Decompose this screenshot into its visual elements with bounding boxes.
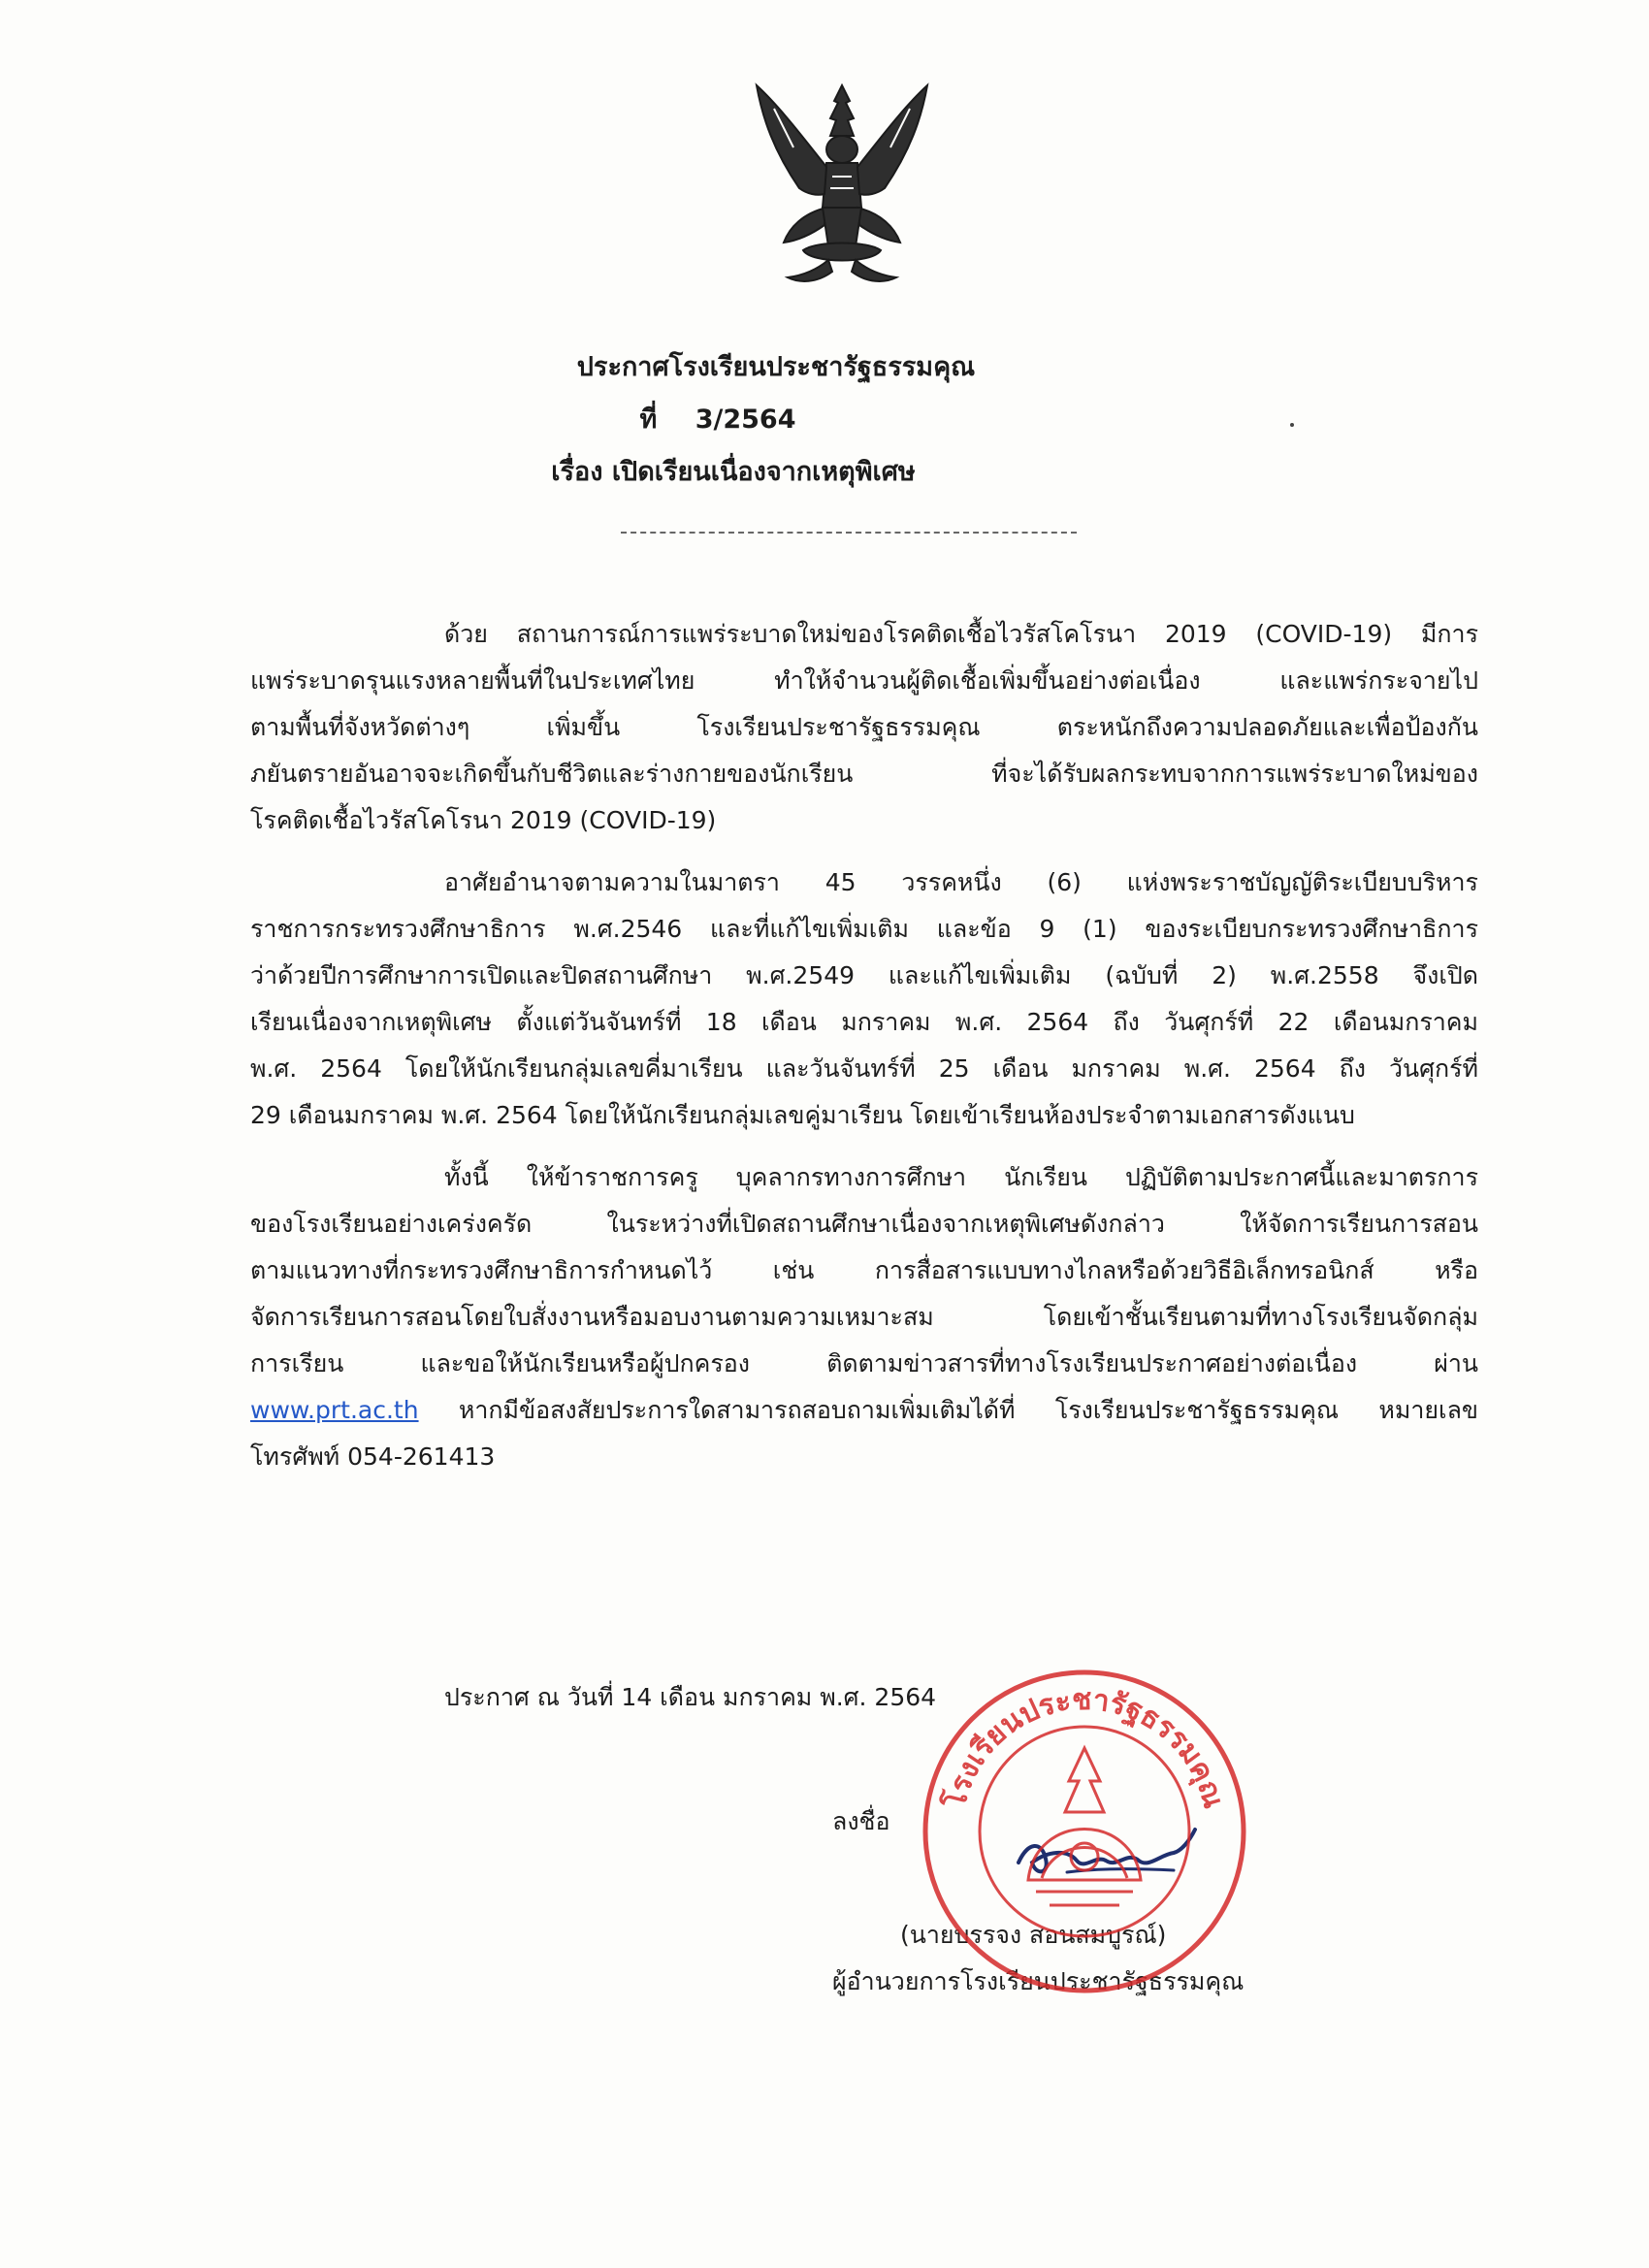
body-line: 29 เดือนมกราคม พ.ศ. 2564 โดยให้นักเรียนกลุ่มเลขคู่มาเรียน โดยเข้าเรียนห้องประจำตามเอกสารดังแนบ (250, 1101, 1355, 1129)
contact-text: หากมีข้อสงสัยประการใดสามารถสอบถามเพิ่มเติมได้ที่ โรงเรียนประชารัฐธรรมคุณ หมายเลข (458, 1396, 1478, 1424)
body-line-contact (250, 1387, 1478, 1434)
signer-name: (นายบรรจง สอนสมบูรณ์) (900, 1921, 1167, 1949)
body-line: ว่าด้วยปีการศึกษาการเปิดและปิดสถานศึกษา พ.ศ.2549 และแก้ไขเพิ่มเติม (ฉบับที่ 2) พ.ศ.2558 จึงเปิด (250, 961, 1478, 989)
paragraph-instructions (250, 1154, 1478, 1480)
header-divider (621, 532, 1077, 534)
signer-position: ผู้อำนวยการโรงเรียนประชารัฐธรรมคุณ (832, 1967, 1245, 1995)
body-line: ตามแนวทางที่กระทรวงศึกษาธิการกำหนดไว้ เช่น การสื่อสารแบบทางไกลหรือด้วยวิธีอิเล็กทรอนิกส์ หรือ (250, 1256, 1478, 1284)
body-line: การเรียน และขอให้นักเรียนหรือผู้ปกครอง ติดตามข่าวสารที่ทางโรงเรียนประกาศอย่างต่อเนื่อง ผ่าน (250, 1349, 1478, 1377)
body-line: แพร่ระบาดรุนแรงหลายพื้นที่ในประเทศไทย ทำให้จำนวนผู้ติดเชื้อเพิ่มขึ้นอย่างต่อเนื่อง และแพร่กระจายไป (250, 666, 1478, 695)
paragraph-situation (250, 611, 1478, 844)
announcement-body (250, 611, 1478, 1496)
announcement-subject: เรื่อง เปิดเรียนเนื่องจากเหตุพิเศษ (551, 457, 916, 487)
announcement-header (0, 341, 1649, 499)
body-line: อาศัยอำนาจตามความในมาตรา 45 วรรคหนึ่ง (6) แห่งพระราชบัญญัติระเบียบบริหาร (444, 868, 1478, 896)
school-seal (920, 1667, 1249, 1996)
seal-emblem-icon (1028, 1748, 1141, 1905)
announcement-number: ที่ 3/2564 (639, 405, 796, 435)
announcement-title: ประกาศโรงเรียนประชารัฐธรรมคุณ (576, 352, 976, 382)
paragraph-authority (250, 859, 1478, 1139)
body-line: พ.ศ. 2564 โดยให้นักเรียนกลุ่มเลขคี่มาเรียน และวันจันทร์ที่ 25 เดือน มกราคม พ.ศ. 2564 ถึง วันศุกร์ที่ (250, 1054, 1478, 1083)
announcement-date: ประกาศ ณ วันที่ 14 เดือน มกราคม พ.ศ. 2564 (444, 1683, 937, 1711)
body-line: จัดการเรียนการสอนโดยใบสั่งงานหรือมอบงานตามความเหมาะสม โดยเข้าชั้นเรียนตามที่ทางโรงเรียนจัดกลุ่ม (250, 1303, 1478, 1331)
body-line: ภยันตรายอันอาจจะเกิดขึ้นกับชีวิตและร่างกายของนักเรียน ที่จะได้รับผลกระทบจากการแพร่ระบาดใหม่ของ (250, 760, 1478, 788)
body-line: ของโรงเรียนอย่างเคร่งครัด ในระหว่างที่เปิดสถานศึกษาเนื่องจากเหตุพิเศษดังกล่าว ให้จัดการเรียนการสอน (250, 1210, 1478, 1238)
seal-text: โรงเรียนประชารัฐธรรมคุณ (938, 1682, 1231, 1812)
signature-label: ลงชื่อ (832, 1807, 890, 1835)
body-line: ทั้งนี้ ให้ข้าราชการครู บุคลากรทางการศึกษา นักเรียน ปฏิบัติตามประกาศนี้และมาตรการ (444, 1163, 1478, 1191)
body-line: โรคติดเชื้อไวรัสโคโรนา 2019 (COVID-19) (250, 806, 717, 834)
body-line: ตามพื้นที่จังหวัดต่างๆ เพิ่มขึ้น โรงเรียนประชารัฐธรรมคุณ ตระหนักถึงความปลอดภัยและเพื่อป้องกัน (250, 713, 1478, 741)
phone-line: โทรศัพท์ 054-261413 (250, 1442, 496, 1471)
school-website-link[interactable]: www.prt.ac.th (250, 1396, 419, 1424)
body-line: ด้วย สถานการณ์การแพร่ระบาดใหม่ของโรคติดเชื้อไวรัสโคโรนา 2019 (COVID-19) มีการ (444, 620, 1478, 648)
body-line: เรียนเนื่องจากเหตุพิเศษ ตั้งแต่วันจันทร์ที่ 18 เดือน มกราคม พ.ศ. 2564 ถึง วันศุกร์ที่ 22 เดือนมกราคม (250, 1008, 1478, 1036)
body-line: ราชการกระทรวงศึกษาธิการ พ.ศ.2546 และที่แก้ไขเพิ่มเติม และข้อ 9 (1) ของระเบียบกระทรวงศึกษาธิการ (250, 915, 1478, 943)
garuda-emblem-icon (745, 80, 939, 291)
